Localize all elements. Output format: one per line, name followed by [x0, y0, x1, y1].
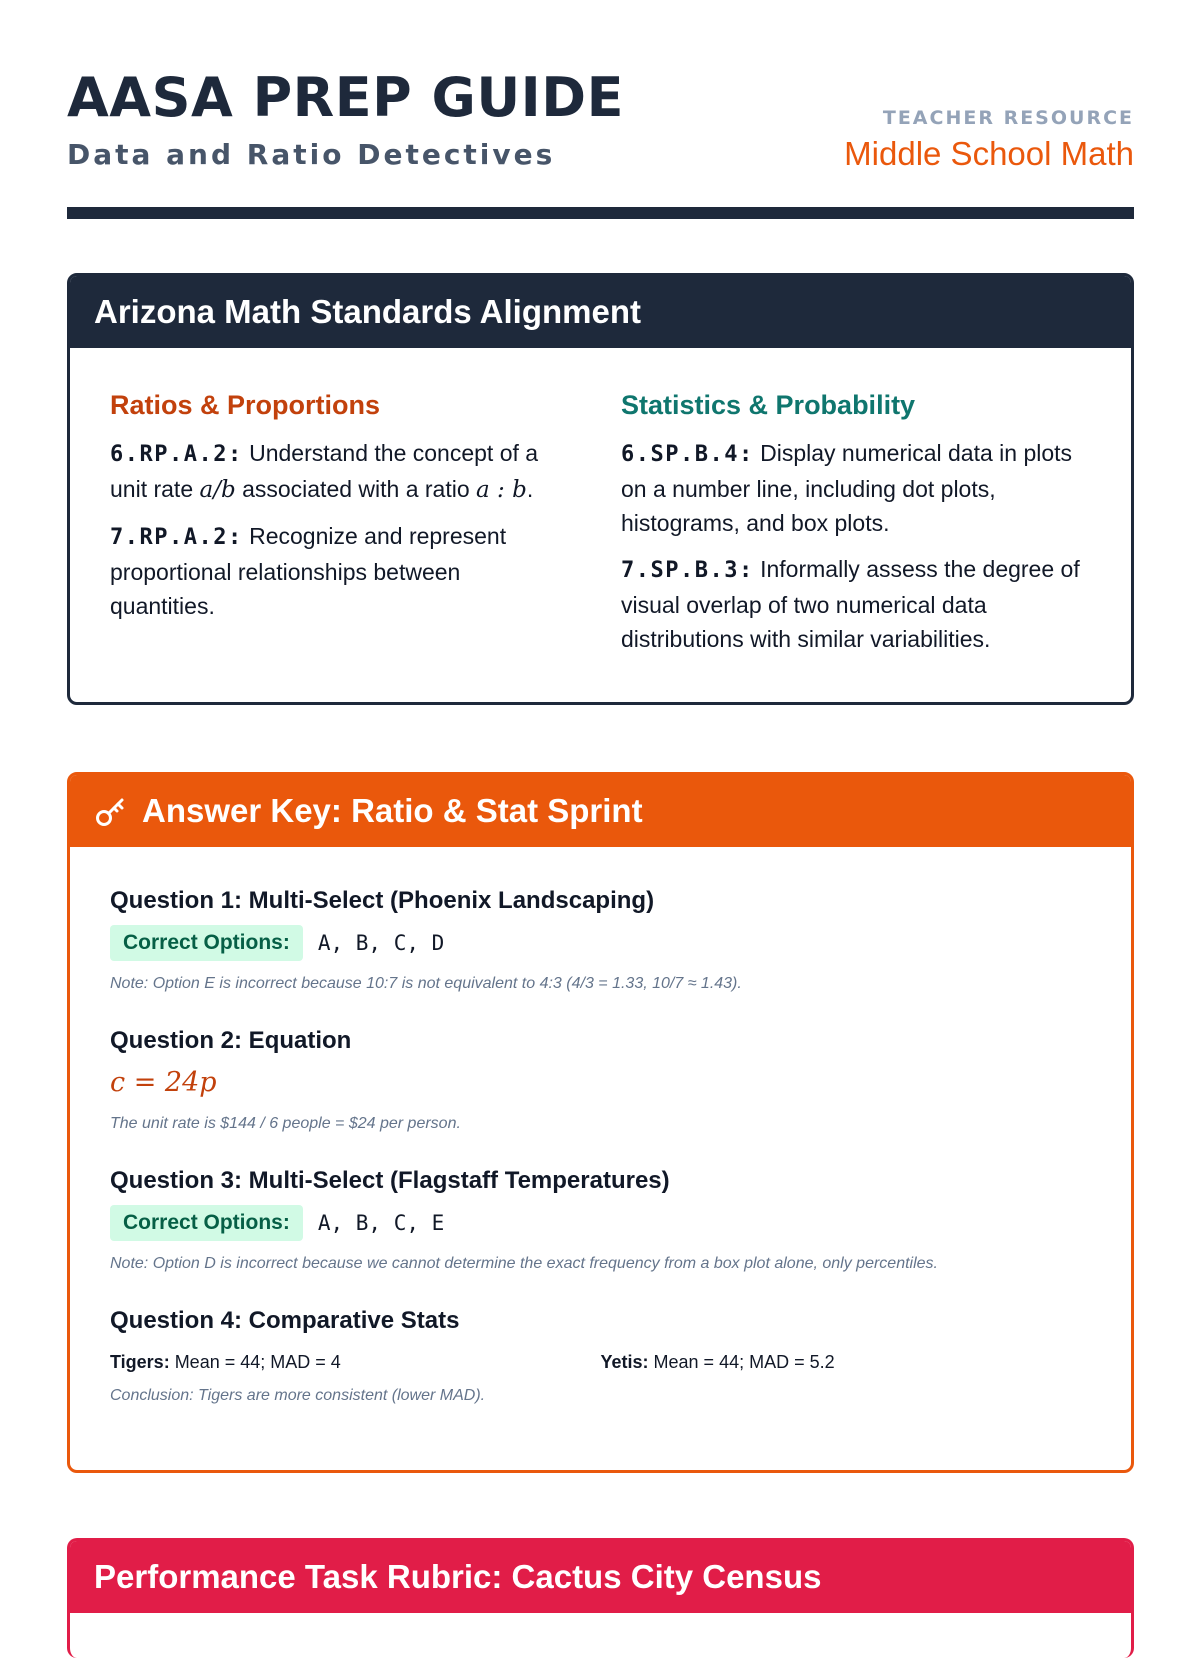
key-icon: [94, 794, 128, 828]
answer-key-card: [67, 772, 1134, 1473]
correct-options-row: [110, 923, 1091, 963]
team-stats-yetis: [601, 1349, 1092, 1375]
standard-code: 6.SP.B.4:: [621, 442, 754, 467]
standard-text: Understand the concept of a unit rate: [110, 440, 539, 502]
standards-heading-sp: Statistics & Probability: [621, 390, 916, 420]
standard-code: 7.SP.B.3:: [621, 558, 754, 583]
correct-options-badge: Correct Options:: [110, 1205, 303, 1241]
standard-item: [110, 436, 570, 507]
resource-label: TEACHER RESOURCE: [882, 107, 1134, 129]
question-title: Question 4: Comparative Stats: [110, 1307, 460, 1334]
standard-text: Recognize and represent proportional relationships between quantities.: [110, 523, 507, 619]
answer-key-body: [70, 847, 1131, 1407]
answer-equation: c = 24p: [110, 1067, 217, 1098]
correct-options-values: A, B, C, D: [317, 931, 445, 955]
question-title: Question 1: Multi-Select (Phoenix Landscaping): [110, 887, 655, 914]
answer-note: Note: Option D is incorrect because we cannot determine the exact frequency from a box plot alone, only percentiles.: [110, 1255, 938, 1272]
comparative-stats-row: [110, 1349, 1091, 1375]
standards-column-rp: [110, 388, 570, 668]
team-name: Tigers:: [110, 1352, 170, 1372]
answer-note: The unit rate is $144 / 6 people = $24 per person.: [110, 1115, 461, 1132]
correct-options-row: [110, 1203, 1091, 1243]
standard-math: a : b: [476, 477, 527, 503]
standard-code: 7.RP.A.2:: [110, 525, 243, 550]
standard-text: .: [526, 476, 534, 502]
team-stats: Mean = 44; MAD = 4: [169, 1352, 341, 1372]
team-name: Yetis:: [600, 1352, 649, 1372]
question-title: Question 2: Equation: [110, 1027, 352, 1054]
team-stats: Mean = 44; MAD = 5.2: [648, 1352, 835, 1372]
question-1: [110, 885, 1091, 995]
subject-label: Middle School Math: [844, 135, 1134, 172]
question-2: [110, 1025, 1091, 1135]
rubric-card-title: Performance Task Rubric: Cactus City Census: [70, 1541, 1131, 1613]
standards-card-title: Arizona Math Standards Alignment: [70, 276, 1131, 348]
standard-item: [110, 519, 570, 623]
standard-math: a/b: [199, 477, 236, 503]
header: [67, 0, 1134, 220]
answer-key-title: Answer Key: Ratio & Stat Sprint: [142, 792, 643, 829]
question-title: Question 3: Multi-Select (Flagstaff Temperatures): [110, 1167, 670, 1194]
team-stats-tigers: [110, 1349, 601, 1375]
standards-card: [67, 273, 1134, 705]
answer-note: Note: Option E is incorrect because 10:7 is not equivalent to 4:3 (4/3 = 1.33, 10/7 ≈ 1.43).: [110, 975, 742, 992]
rubric-card: [67, 1538, 1134, 1658]
correct-options-badge: Correct Options:: [110, 925, 303, 961]
standard-text: Display numerical data in plots on a number line, including dot plots, histograms, and box plots.: [621, 440, 1073, 536]
question-3: [110, 1165, 1091, 1275]
standards-heading-rp: Ratios & Proportions: [110, 390, 381, 420]
standard-code: 6.RP.A.2:: [110, 442, 243, 467]
standard-item: [621, 436, 1081, 540]
standards-columns: [70, 348, 1131, 668]
answer-key-header: [70, 775, 1131, 847]
answer-conclusion: Conclusion: Tigers are more consistent (lower MAD).: [110, 1387, 486, 1404]
correct-options-values: A, B, C, E: [317, 1211, 445, 1235]
doc-subtitle: Data and Ratio Detectives: [67, 138, 556, 171]
standard-item: [621, 552, 1081, 656]
question-4: [110, 1305, 1091, 1407]
doc-title: AASA PREP GUIDE: [67, 66, 624, 129]
header-right: [844, 106, 1134, 174]
header-divider: [67, 207, 1134, 219]
standard-text: associated with a ratio: [235, 476, 477, 502]
standards-column-sp: [621, 388, 1081, 668]
standard-text: Informally assess the degree of visual overlap of two numerical data distributions with similar variabilities.: [621, 556, 1080, 652]
page: [67, 0, 1134, 1595]
